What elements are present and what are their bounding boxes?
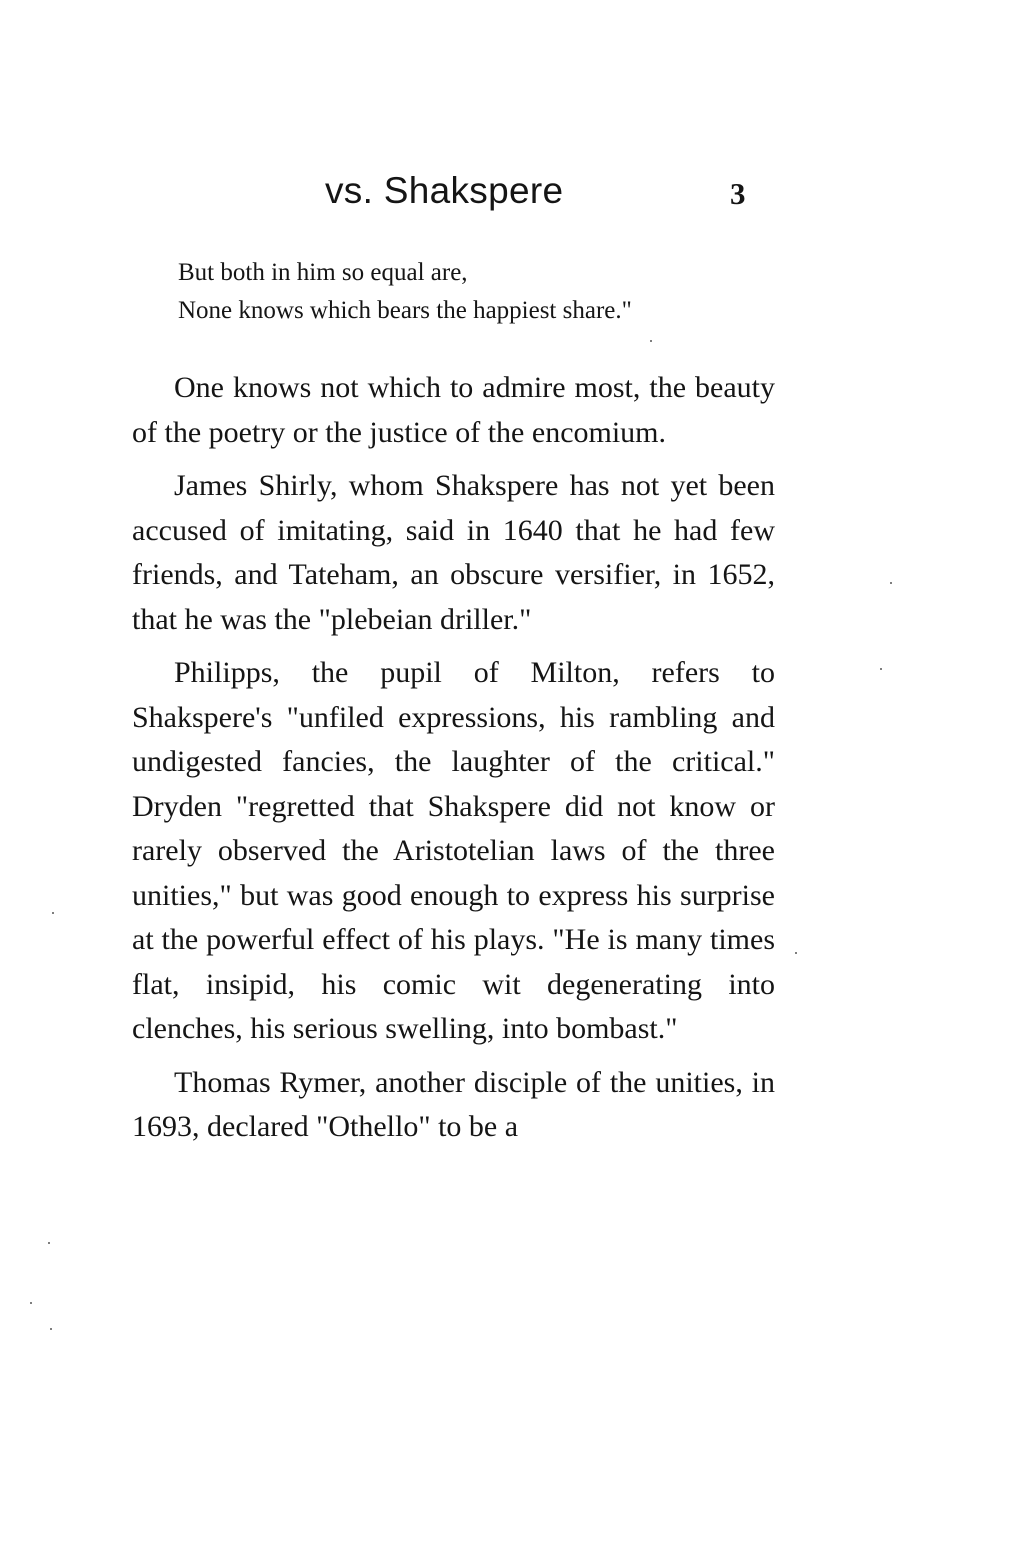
page-number: 3 [730, 176, 746, 211]
verse-quotation [178, 254, 778, 330]
running-title: vs. Shakspere [325, 170, 564, 211]
paragraph: James Shirly, whom Shakspere has not yet been accused of imitating, said in 1640 that he had few friends, and Tateham, an obscure versifier, in 1652, that he was the "plebeian driller." [132, 469, 775, 636]
verse-line: But both in him so equal are, [178, 259, 468, 286]
scan-speck [50, 1328, 52, 1330]
paragraph: Philipps, the pupil of Milton, refers to Shakspere's "unfiled expressions, his rambling and undigested fancies, the laughter of the critical." Dryden "regretted that Shakspere did not know or rarely observed the Aristotelian laws of the three unities," but was good enough to express his surprise at the powerful effect of his plays. "He is many times flat, insipid, his comic wit degenerating into clenches, his serious swelling, into bombast." [132, 656, 775, 1045]
scan-speck [650, 340, 652, 342]
scan-speck [52, 912, 54, 914]
body-text [132, 366, 775, 1159]
paragraph: One knows not which to admire most, the beauty of the poetry or the justice of the encomium. [132, 371, 775, 449]
scan-speck [890, 582, 892, 584]
verse-line: None knows which bears the happiest share." [178, 297, 632, 324]
scan-speck [30, 1302, 32, 1304]
running-head [130, 170, 770, 230]
scan-speck [48, 1242, 50, 1244]
scan-speck [880, 668, 882, 670]
paragraph: Thomas Rymer, another disciple of the unities, in 1693, declared "Othello" to be a [132, 1065, 775, 1143]
scan-speck [795, 952, 797, 954]
